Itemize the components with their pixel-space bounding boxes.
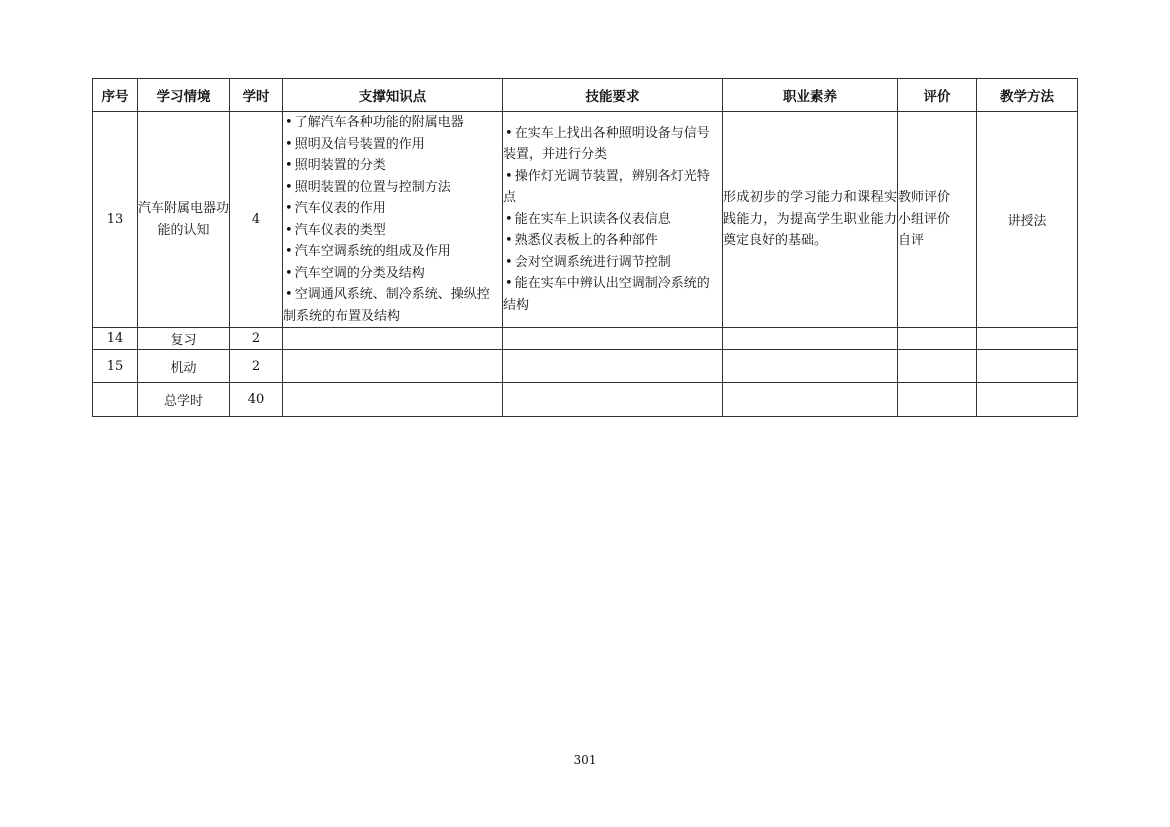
bullet-icon: • xyxy=(285,136,293,152)
cell-hours: 4 xyxy=(230,112,283,328)
cell-skills xyxy=(503,383,723,417)
course-schedule-table xyxy=(92,78,1078,417)
table-row xyxy=(93,112,1078,328)
list-item xyxy=(283,155,502,177)
skill-item-text: 熟悉仪表板上的各种部件 xyxy=(514,233,658,249)
cell-method xyxy=(977,383,1078,417)
cell-method xyxy=(977,328,1078,350)
knowledge-item-text: 照明装置的分类 xyxy=(294,158,386,173)
skill-item-text: 能在实车中辨认出空调制冷系统的结构 xyxy=(503,276,710,313)
cell-skills xyxy=(503,328,723,350)
table-row xyxy=(93,350,1078,383)
knowledge-item-text: 汽车仪表的作用 xyxy=(294,201,386,216)
bullet-icon: • xyxy=(285,115,293,130)
cell-no: 14 xyxy=(93,328,138,350)
bullet-icon: • xyxy=(285,287,293,302)
cell-no xyxy=(93,383,138,417)
bullet-icon: • xyxy=(505,211,513,227)
cell-knowledge xyxy=(283,350,503,383)
list-item xyxy=(503,230,722,252)
skill-item-text: 在实车上找出各种照明设备与信号装置，并进行分类 xyxy=(503,125,710,163)
bullet-icon: • xyxy=(285,201,293,216)
cell-situation: 复习 xyxy=(138,328,230,350)
knowledge-item-text: 汽车仪表的类型 xyxy=(294,222,386,238)
table-row xyxy=(93,328,1078,350)
cell-evaluation xyxy=(898,383,977,417)
cell-situation: 汽车附属电器功能的认知 xyxy=(138,112,230,328)
knowledge-item-text: 汽车空调的分类及结构 xyxy=(294,265,425,281)
table-header-row xyxy=(93,79,1078,112)
evaluation-line: 教师评价 xyxy=(898,190,951,206)
cell-literacy xyxy=(723,328,898,350)
bullet-icon: • xyxy=(285,265,293,281)
knowledge-item-text: 照明装置的位置与控制方法 xyxy=(294,179,451,195)
cell-hours: 2 xyxy=(230,328,283,350)
cell-method: 讲授法 xyxy=(977,112,1078,328)
cell-knowledge xyxy=(283,328,503,350)
list-item xyxy=(503,252,722,274)
bullet-icon: • xyxy=(285,158,293,173)
bullet-icon: • xyxy=(505,254,513,270)
table-row-total xyxy=(93,383,1078,417)
evaluation-line: 自评 xyxy=(898,233,925,249)
bullet-icon: • xyxy=(505,168,513,184)
knowledge-item-text: 汽车空调系统的组成及作用 xyxy=(294,244,451,259)
header-cell-skills: 技能要求 xyxy=(503,79,723,112)
cell-total-hours: 40 xyxy=(230,383,283,417)
header-cell-evaluation: 评价 xyxy=(898,79,977,112)
bullet-icon: • xyxy=(285,222,293,238)
header-cell-method: 教学方法 xyxy=(977,79,1078,112)
bullet-icon: • xyxy=(285,179,293,195)
bullet-icon: • xyxy=(285,244,293,259)
list-item xyxy=(283,198,502,220)
cell-method xyxy=(977,350,1078,383)
cell-literacy xyxy=(723,350,898,383)
list-item xyxy=(283,112,502,134)
header-cell-no: 序号 xyxy=(93,79,138,112)
cell-literacy xyxy=(723,383,898,417)
cell-literacy: 形成初步的学习能力和课程实践能力，为提高学生职业能力奠定良好的基础。 xyxy=(723,112,898,328)
list-item xyxy=(503,123,722,166)
skill-item-text: 操作灯光调节装置，辨别各灯光特点 xyxy=(503,168,710,206)
list-item xyxy=(283,220,502,242)
knowledge-item-text: 照明及信号装置的作用 xyxy=(294,136,425,152)
list-item xyxy=(283,263,502,285)
list-item xyxy=(503,166,722,209)
skill-item-text: 能在实车上识读各仪表信息 xyxy=(514,211,671,227)
cell-situation: 机动 xyxy=(138,350,230,383)
cell-evaluation xyxy=(898,350,977,383)
list-item xyxy=(283,284,502,327)
cell-skills xyxy=(503,112,723,328)
cell-knowledge xyxy=(283,112,503,328)
list-item xyxy=(503,273,722,316)
page-number: 301 xyxy=(573,753,597,767)
cell-knowledge xyxy=(283,383,503,417)
knowledge-list xyxy=(283,112,502,327)
header-cell-hours: 学时 xyxy=(230,79,283,112)
cell-evaluation xyxy=(898,328,977,350)
list-item xyxy=(503,209,722,231)
cell-skills xyxy=(503,350,723,383)
evaluation-line: 小组评价 xyxy=(898,211,951,227)
knowledge-item-text: 空调通风系统、制冷系统、操纵控制系统的布置及结构 xyxy=(283,287,490,324)
cell-hours: 2 xyxy=(230,350,283,383)
bullet-icon: • xyxy=(505,276,513,292)
bullet-icon: • xyxy=(505,233,513,249)
knowledge-item-text: 了解汽车各种功能的附属电器 xyxy=(294,115,464,130)
list-item xyxy=(283,134,502,156)
list-item xyxy=(283,241,502,263)
header-cell-situation: 学习情境 xyxy=(138,79,230,112)
list-item xyxy=(283,177,502,199)
cell-no: 15 xyxy=(93,350,138,383)
cell-no: 13 xyxy=(93,112,138,328)
header-cell-literacy: 职业素养 xyxy=(723,79,898,112)
skills-list xyxy=(503,123,722,317)
cell-evaluation xyxy=(898,112,977,328)
bullet-icon: • xyxy=(505,125,513,141)
skill-item-text: 会对空调系统进行调节控制 xyxy=(514,254,671,270)
cell-total-label: 总学时 xyxy=(138,383,230,417)
header-cell-knowledge: 支撑知识点 xyxy=(283,79,503,112)
